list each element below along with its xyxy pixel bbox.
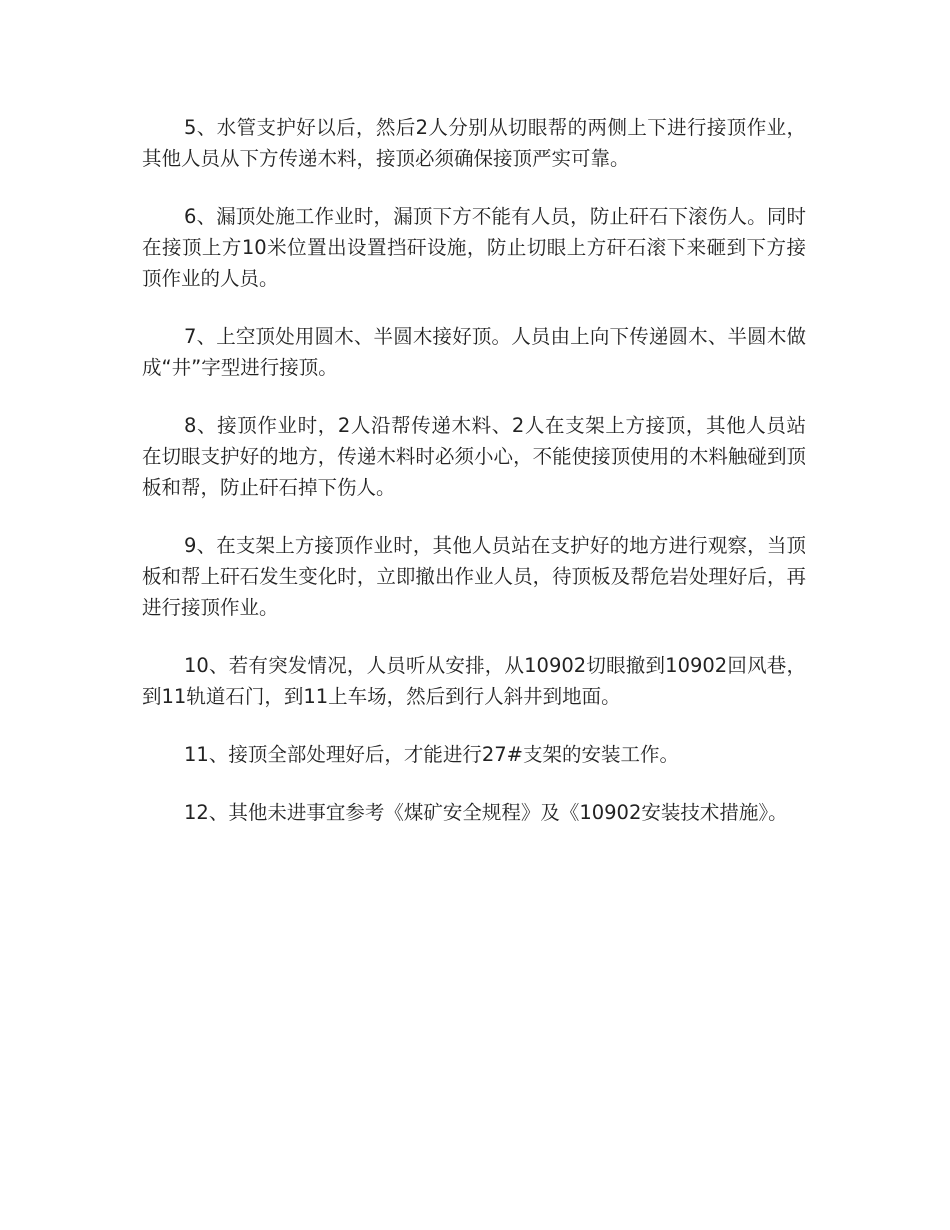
paragraph-7: 7、上空顶处用圆木、半圆木接好顶。人员由上向下传递圆木、半圆木做成“井”字型进行接顶。 (142, 325, 806, 379)
paragraph-10: 10、若有突发情况，人员听从安排，从10902切眼撤到10902回风巷，到11轨道石门，到11上车场，然后到行人斜井到地面。 (142, 654, 806, 708)
paragraph-5: 5、水管支护好以后，然后2人分别从切眼帮的两侧上下进行接顶作业，其他人员从下方传递木料，接顶必须确保接顶严实可靠。 (142, 116, 806, 170)
paragraph-9: 9、在支架上方接顶作业时，其他人员站在支护好的地方进行观察，当顶板和帮上矸石发生变化时，立即撤出作业人员，待顶板及帮危岩处理好后，再进行接顶作业。 (142, 534, 806, 619)
paragraph-6: 6、漏顶处施工作业时，漏顶下方不能有人员，防止矸石下滚伤人。同时在接顶上方10米位置出设置挡矸设施，防止切眼上方矸石滚下来砸到下方接顶作业的人员。 (142, 205, 806, 290)
paragraph-12: 12、其他未进事宜参考《煤矿安全规程》及《10902安装技术措施》。 (184, 801, 788, 824)
document-body (142, 112, 806, 855)
paragraph-11: 11、接顶全部处理好后，才能进行27#支架的安装工作。 (184, 743, 679, 766)
paragraph-8: 8、接顶作业时，2人沿帮传递木料、2人在支架上方接顶，其他人员站在切眼支护好的地方，传递木料时必须小心，不能使接顶使用的木料触碰到顶板和帮，防止矸石掉下伤人。 (142, 414, 806, 499)
